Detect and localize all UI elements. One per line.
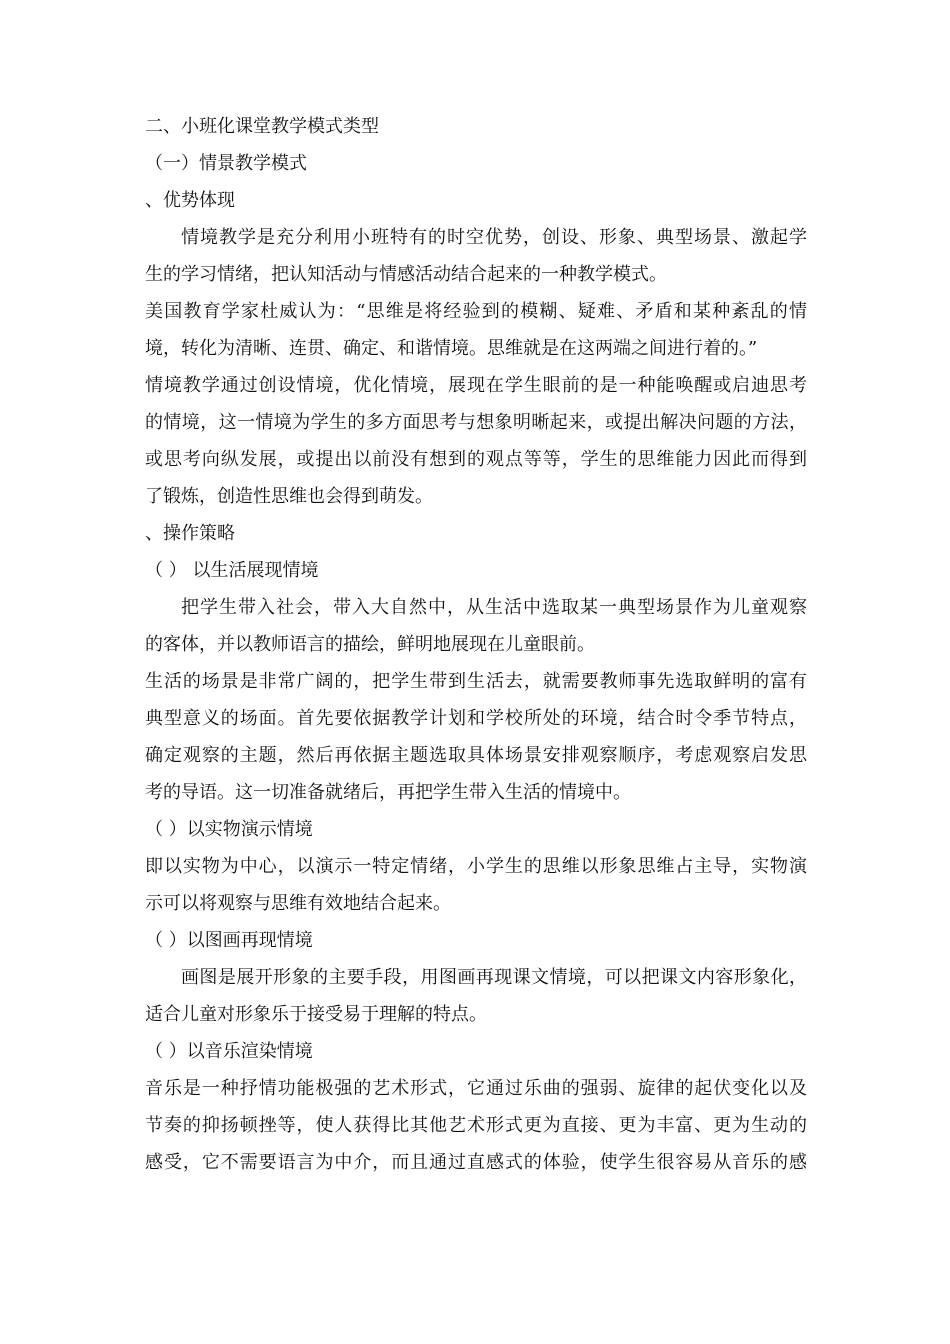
paragraph-line: 生的学习情绪，把认知活动与情感活动结合起来的一种教学模式。 (145, 264, 667, 285)
paragraph-line: 节奏的抑扬顿挫等，使人获得比其他艺术形式更为直接、更为丰富、更为生动的 (145, 1115, 807, 1136)
paragraph-line: 的情境，这一情境为学生的多方面思考与想象明晰起来，或提出解决问题的方法， (145, 412, 807, 433)
strategy-heading: （ ）以音乐渲染情境 (145, 1041, 313, 1062)
strategy-heading: （ ）以实物演示情境 (145, 819, 313, 840)
paragraph-line: 典型意义的场面。首先要依据教学计划和学校所处的环境，结合时令季节特点， (145, 708, 807, 729)
paragraph-line: 示可以将观察与思维有效地结合起来。 (145, 893, 451, 914)
subheading-strategies: 、操作策略 (145, 523, 235, 544)
paragraph-line: 考的导语。这一切准备就绪后，再把学生带入生活的情境中。 (145, 782, 631, 803)
document-body (145, 108, 807, 1181)
paragraph-line: 的客体，并以教师语言的描绘，鲜明地展现在儿童眼前。 (145, 634, 595, 655)
paragraph-line: 情境教学是充分利用小班特有的时空优势，创设、形象、典型场景、激起学 (181, 227, 807, 248)
paragraph-line: 了锻炼，创造性思维也会得到萌发。 (145, 486, 433, 507)
paragraph-line: 情境教学通过创设情境，优化情境，展现在学生眼前的是一种能唤醒或启迪思考 (145, 375, 807, 396)
paragraph-line: 即以实物为中心，以演示一特定情绪，小学生的思维以形象思维占主导，实物演 (145, 856, 807, 877)
paragraph-line: 生活的场景是非常广阔的，把学生带到生活去，就需要教师事先选取鲜明的富有 (145, 671, 807, 692)
paragraph-line: 把学生带入社会，带入大自然中，从生活中选取某一典型场景作为儿童观察 (181, 597, 807, 618)
paragraph-line: 境，转化为清晰、连贯、确定、和谐情境。思维就是在这两端之间进行着的。” (145, 338, 758, 359)
paragraph-line: 感受，它不需要语言为中介，而且通过直感式的体验，使学生很容易从音乐的感 (145, 1152, 807, 1173)
strategy-heading: （ ）以图画再现情境 (145, 930, 313, 951)
subheading-advantages: 、优势体现 (145, 190, 235, 211)
subsection-heading: （一）情景教学模式 (145, 153, 307, 174)
strategy-heading: （ ） 以生活展现情境 (145, 560, 319, 581)
paragraph-line: 确定观察的主题，然后再依据主题选取具体场景安排观察顺序，考虑观察启发思 (145, 745, 807, 766)
paragraph-line: 适合儿童对形象乐于接受易于理解的特点。 (145, 1004, 487, 1025)
paragraph-line: 画图是展开形象的主要手段，用图画再现课文情境，可以把课文内容形象化， (181, 967, 807, 988)
paragraph-line: 美国教育学家杜威认为：“思维是将经验到的模糊、疑难、矛盾和某种紊乱的情 (145, 301, 807, 322)
section-heading: 二、小班化课堂教学模式类型 (145, 116, 379, 137)
paragraph-line: 音乐是一种抒情功能极强的艺术形式，它通过乐曲的强弱、旋律的起伏变化以及 (145, 1078, 807, 1099)
paragraph-line: 或思考向纵发展，或提出以前没有想到的观点等等，学生的思维能力因此而得到 (145, 449, 807, 470)
